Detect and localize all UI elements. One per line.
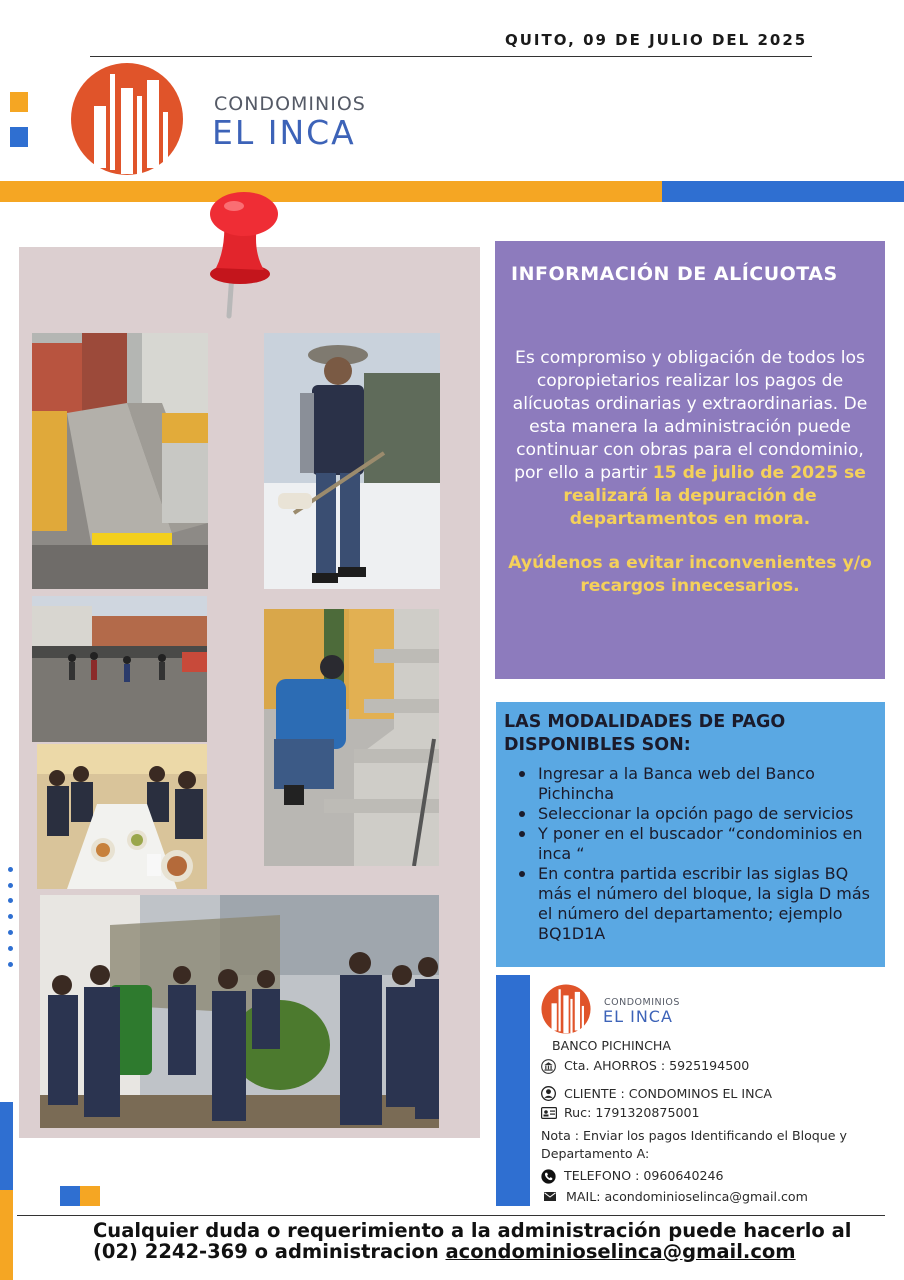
decor-dot <box>8 946 13 951</box>
phone-icon <box>541 1169 556 1184</box>
decor-dot <box>8 867 13 872</box>
photo-workers-garden <box>40 895 439 1128</box>
decor-square-blue <box>10 127 28 147</box>
condominios-logo-small-icon <box>541 984 591 1034</box>
client-name: CLIENTE : CONDOMINOS EL INCA <box>564 1086 772 1101</box>
decor-bar-orange <box>0 1190 13 1280</box>
user-circle-icon <box>541 1086 556 1101</box>
decor-square-orange <box>10 92 28 112</box>
decor-dot <box>8 930 13 935</box>
decor-dot <box>8 914 13 919</box>
contact-mail[interactable]: MAIL: acondominioselinca@gmail.com <box>566 1189 808 1204</box>
list-item: En contra partida escribir las siglas BQ más el número del bloque, la sigla D más el número del departamento; ejemplo BQ1D1A <box>516 864 878 944</box>
decor-dot <box>8 962 13 967</box>
ruc-number: Ruc: 1791320875001 <box>564 1105 700 1120</box>
condominios-logo-icon <box>70 62 184 176</box>
info-body-intro: Es compromiso y obligación de todos los copropietarios realizar los pagos de alícuotas ordinarias y extraordinarias. De esta manera la administración puede continuar con obras para el condominio, por ello a partir <box>512 348 868 483</box>
card-brand-bottom: EL INCA <box>603 1007 673 1026</box>
card-accent-bar <box>496 975 530 1206</box>
payment-methods-box <box>496 702 885 967</box>
footer-contact-line2 <box>93 1240 796 1263</box>
decor-square-orange-bottom <box>80 1186 100 1206</box>
bank-account: Cta. AHORROS : 5925194500 <box>564 1058 750 1073</box>
brand-name-top: CONDOMINIOS <box>214 93 366 115</box>
footer-email-link[interactable]: acondominioselinca@gmail.com <box>445 1240 796 1263</box>
header-stripe-orange <box>0 181 662 202</box>
list-item: Seleccionar la opción pago de servicios <box>516 804 878 824</box>
photo-group-meal <box>37 744 207 889</box>
header-stripe-blue <box>662 181 904 202</box>
footer-phone-text: (02) 2242-369 o administracion <box>93 1240 446 1263</box>
info-body-highlight: 15 de julio de 2025 se realizará la depuración de departamentos en mora. <box>563 463 866 529</box>
info-title: INFORMACIÓN DE ALÍCUOTAS <box>511 263 838 285</box>
photo-worker-steps <box>264 609 439 866</box>
contact-phone: TELEFONO : 0960640246 <box>564 1168 724 1183</box>
document-date: QUITO, 09 DE JULIO DEL 2025 <box>505 31 808 49</box>
payment-note: Nota : Enviar los pagos Identificando el Bloque y Departamento A: <box>541 1128 847 1161</box>
decor-bar-blue <box>0 1102 13 1190</box>
photo-ramp <box>32 333 208 589</box>
payment-title: LAS MODALIDADES DE PAGO DISPONIBLES SON: <box>504 712 786 755</box>
id-card-icon <box>541 1107 557 1119</box>
list-item: Y poner en el buscador “condominios en inca “ <box>516 824 878 864</box>
list-item: Ingresar a la Banca web del Banco Pichincha <box>516 764 878 804</box>
photo-courtyard-event <box>32 596 207 742</box>
mail-icon <box>544 1192 556 1201</box>
decor-square-blue-bottom <box>60 1186 80 1206</box>
info-call-to-action: Ayúdenos a evitar inconvenientes y/o recargos innecesarios. <box>508 553 872 596</box>
info-box <box>495 241 885 679</box>
pushpin-icon <box>196 188 292 320</box>
bank-name: BANCO PICHINCHA <box>552 1038 671 1053</box>
card-brand-top: CONDOMINIOS <box>604 997 680 1008</box>
footer-contact-line1: Cualquier duda o requerimiento a la administración puede hacerlo al <box>93 1219 852 1242</box>
bank-icon <box>541 1059 556 1074</box>
header-divider <box>90 56 812 57</box>
decor-dot <box>8 883 13 888</box>
photo-worker-painting <box>264 333 440 589</box>
info-body <box>503 347 877 531</box>
payment-list <box>516 764 878 944</box>
brand-name-bottom: EL INCA <box>212 113 356 152</box>
decor-dot <box>8 898 13 903</box>
footer-divider <box>17 1215 885 1216</box>
